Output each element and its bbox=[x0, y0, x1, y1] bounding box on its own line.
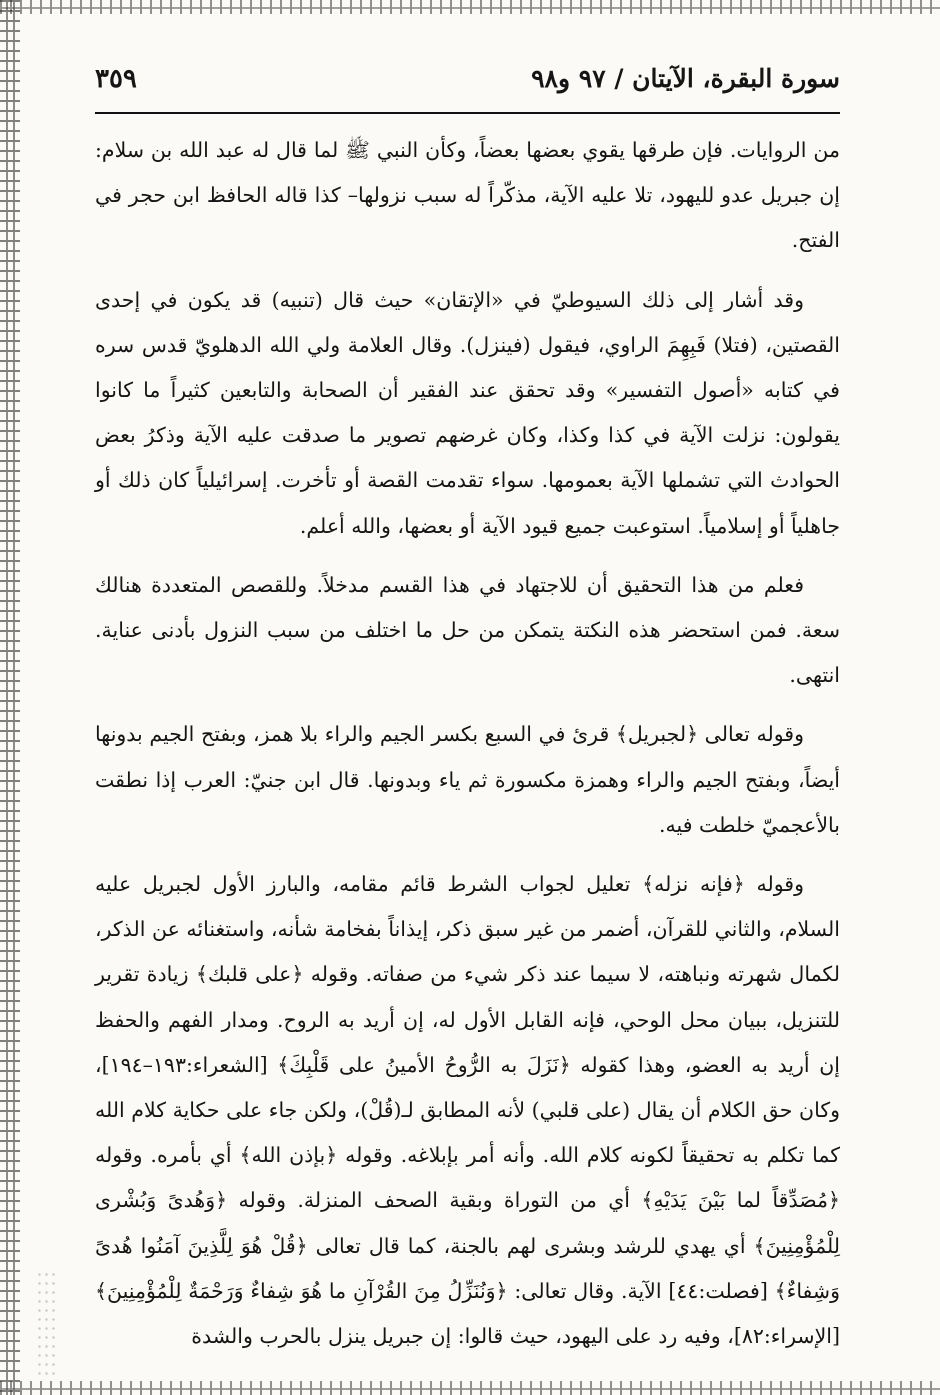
decorative-border-left bbox=[0, 0, 20, 1395]
paragraph: فعلم من هذا التحقيق أن للاجتهاد في هذا القسم مدخلاً. وللقصص المتعددة هنالك سعة. فمن استحضر هذه النكتة يتمكن من حل ما اختلف من سبب النزول بأدنى عناية. انتهى. bbox=[95, 572, 840, 688]
decorative-border-bottom bbox=[0, 1381, 940, 1395]
scan-noise bbox=[36, 1270, 56, 1380]
paragraph: وقوله تعالى ﴿لجبريل﴾ قرئ في السبع بكسر الجيم والراء بلا همز، وبفتح الجيم بدونها أيضاً، وبفتح الجيم والراء وهمزة مكسورة ثم ياء وبدونها. قال ابن جنيّ: العرب إذا نطقت بالأعجميّ خلطت فيه. bbox=[95, 722, 840, 837]
header-rule bbox=[95, 112, 840, 114]
running-header-title: سورة البقرة، الآيتان / ٩٧ و٩٨ bbox=[531, 64, 840, 93]
paragraph: وقوله ﴿فإنه نزله﴾ تعليل لجواب الشرط قائم مقامه، والبارز الأول لجبريل عليه السلام، والثاني للقرآن، أضمر من غير سبق ذكر، إيذاناً بفخامة شأنه، واستغنائه عن الذكر، لكمال شهرته ونباهته، لا سيما عند ذكر شيء من صفاته. وقوله ﴿على قلبك﴾ زيادة تقرير للتنزيل، ببيان محل الوحي، فإنه القابل الأول له، إن أريد به الروح. ومدار الفهم والحفظ إن أريد به العضو، وهذا كقوله ﴿نَزَلَ به الرُّوحُ الأمينُ على قَلْبِكَ﴾ [الشعراء:١٩٣–١٩٤]، وكان حق الكلام أن يقال (على قلبي) لأنه المطابق لـ(قُلْ)، ولكن جاء على حكاية كلام الله كما تكلم به تحقيقاً لكونه كلام الله. وأنه أمر بإبلاغه. وقوله ﴿بإذن الله﴾ أي بأمره. وقوله ﴿مُصَدِّقاً لما بَيْنَ يَدَيْهِ﴾ أي من التوراة وبقية الصحف المنزلة. وقوله ﴿وَهُدىً وَبُشْرى لِلْمُؤْمِنِينَ﴾ أي يهدي للرشد وبشرى لهم بالجنة، كما قال تعالى ﴿قُلْ هُوَ لِلَّذِينَ آمَنُوا هُدىً وَشِفاءٌ﴾ [فصلت:٤٤] الآية. وقال تعالى: ﴿وَنُنَزِّلُ مِنَ القُرْآنِ ما هُوَ شِفاءٌ وَرَحْمَةٌ لِلْمُؤْمِنِينَ﴾ [الإسراء:٨٢]، وفيه رد على اليهود، حيث قالوا: إن جبريل ينزل بالحرب والشدة bbox=[95, 872, 841, 1349]
running-header bbox=[95, 62, 840, 102]
decorative-border-top bbox=[0, 0, 940, 14]
page-number: ٣٥٩ bbox=[95, 64, 137, 94]
page-body bbox=[95, 128, 840, 1373]
paragraph: من الروايات. فإن طرقها يقوي بعضها بعضاً، وكأن النبي ﷺ لما قال له عبد الله بن سلام: إن جبريل عدو لليهود، تلا عليه الآية، مذكّراً له سبب نزولها– كذا قاله الحافظ ابن حجر في الفتح. bbox=[95, 138, 840, 253]
paragraph: وقد أشار إلى ذلك السيوطيّ في «الإتقان» حيث قال (تنبيه) قد يكون في إحدى القصتين، (فتلا) فَبِهِمَ الراوي، فيقول (فينزل). وقال العلامة ولي الله الدهلويّ قدس سره في كتابه «أصول التفسير» وقد تحقق عند الفقير أن الصحابة والتابعين كثيراً ما كانوا يقولون: نزلت الآية في كذا وكذا، وكان غرضهم تصوير ما صدقت عليه الآية وذكرُ بعض الحوادث التي تشملها الآية بعمومها. سواء تقدمت القصة أو تأخرت. إسرائيلياً كان ذلك أو جاهلياً أو إسلامياً. استوعبت جميع قيود الآية أو بعضها، والله أعلم. bbox=[95, 287, 840, 538]
